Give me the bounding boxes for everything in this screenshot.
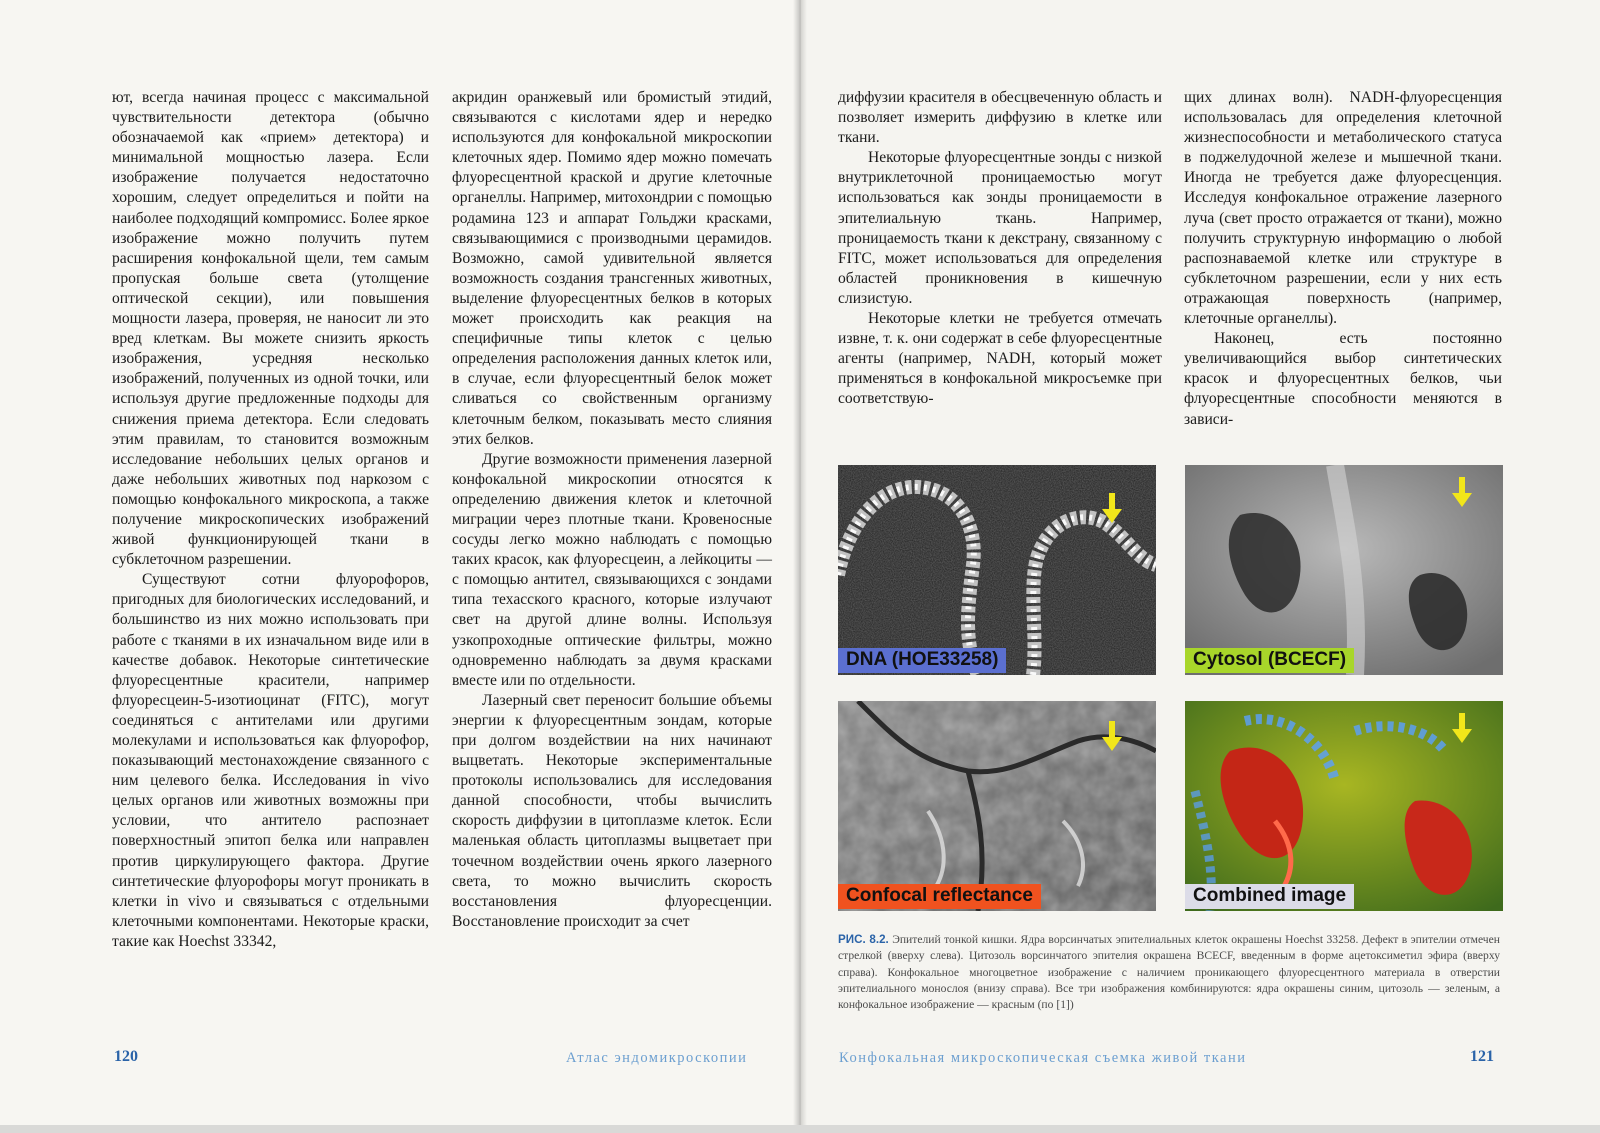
- paragraph: Некоторые клетки не требуется отмечать извне, т. к. они содержат в себе флуоресцентные агенты (например, NADH, который может применяться в конфокальной микросъемке при соответствую-: [838, 310, 1162, 408]
- panel-label-combined: Combined image: [1185, 884, 1354, 909]
- dna-micrograph: [838, 465, 1156, 675]
- text-column-3: [838, 88, 1162, 410]
- figure-panel-dna: [838, 465, 1156, 675]
- figure-caption: [838, 932, 1500, 1013]
- text-column-1: [112, 88, 429, 952]
- paragraph: Наконец, есть постоянно увеличивающийся выбор синтетических красок и флуоресцентных белков, чьи флуоресцентные способности меняются в зависи-: [1184, 330, 1502, 428]
- combined-micrograph: [1185, 701, 1503, 911]
- running-head-right: Конфокальная микроскопическая съемка живой ткани: [839, 1050, 1247, 1066]
- page-number-left: 120: [114, 1048, 138, 1065]
- paragraph: Некоторые флуоресцентные зонды с низкой внутриклеточной проницаемостью могут использоваться как зонды проницаемости в эпителиальную ткань. Например, проницаемость ткани к декстрану, связанному с FITC, может использоваться для определения областей проникновения в кишечную слизистую.: [838, 149, 1162, 307]
- figure-caption-text: Эпителий тонкой кишки. Ядра ворсинчатых эпителиальных клеток окрашены Hoechst 33258. Дефект в эпителии отмечен стрелкой (вверху слева). Цитозоль ворсинчатого эпителия окрашена BCECF, введенным в форме ацетоксиметил эфира (вверху справа). Конфокальное многоцветное изображение с наличием проникающего флуоресцентного материала в отверстии эпителиального монослоя (внизу справа). Все три изображения комбинируются: ядра окрашены синим, цитозоль — зеленым, а конфокальное изображение — красным (по [1]): [838, 933, 1500, 1012]
- text-column-2: [452, 88, 772, 932]
- paragraph: акридин оранжевый или бромистый этидий, связываются с кислотами ядер и нередко используются для конфокальной микроскопии клеточных ядер. Помимо ядер можно помечать флуоресцентной краской и другие клеточные органеллы. Например, митохондрии с помощью родамина 123 и аппарат Гольджи красками, связывающимися с производными церамидов. Возможно, самой удивительной является возможность создания трансгенных животных, выделение флуоресцентных белков в которых может происходить как реакция на специфичные типы клеток с целью определения расположения данных клеток или, в случае, если флуоресцентный белок может сливаться со свойственным организму клеточным белком, показывать место слияния этих белков.: [452, 89, 772, 448]
- page-number-right: 121: [1470, 1048, 1494, 1065]
- paragraph: Другие возможности применения лазерной конфокальной микроскопии относятся к определению движения клеток и клеточной миграции через плотные ткани. Кровеносные сосуды легко можно наблюдать с помощью таких красок, как флуоресцеин, а лейкоциты — с помощью антител, связывающихся с зондами типа техасского красного, которые излучают свет на другой длине волны. Используя узкопроходные оптические фильтры, можно одновременно наблюдать за двумя красками вместе или по отдельности.: [452, 450, 772, 689]
- figure-panel-combined: [1185, 701, 1503, 911]
- figure-caption-label: РИС. 8.2.: [838, 933, 889, 946]
- book-gutter: [793, 0, 807, 1125]
- panel-label-confocal: Confocal reflectance: [838, 884, 1041, 909]
- paragraph: Существуют сотни флуорофоров, пригодных для биологических исследований, и большинство из них можно использовать при работе с тканями в их изначальном виде или в качестве добавок. Некоторые синтетические флуоресцентные красители, например флуоресцеин-5-изотиоцинат (FITC), могут соединяться с антителами или другими молекулами и использоваться как флуорофор, показывающий местонахождение связанного с ним целевого белка. Исследования in vivo целых органов или животных возможны при условии, что антитело распознает поверхностный эпитоп белка или направлен против циркулирующего фактора. Другие синтетические флуорофоры могут проникать в клетки in vivo и связываться с отдельными клеточными компонентами. Некоторые краски, такие как Hoechst 33342,: [112, 571, 429, 950]
- confocal-micrograph: [838, 701, 1156, 911]
- panel-label-cytosol: Cytosol (BCECF): [1185, 648, 1354, 673]
- paragraph: диффузии красителя в обесцвеченную область и позволяет измерить диффузию в клетке или ткани.: [838, 89, 1162, 147]
- paragraph: щих длинах волн). NADH-флуоресценция использовалась для определения клеточной жизнеспособности и метаболического статуса в поджелудочной железе и мышечной ткани. Иногда не требуется даже флуоресценция. Исследуя конфокальное отражение лазерного луча (свет просто отражается от ткани), можно получить структурную информацию о любой распознаваемой клетке или структуре в субклеточном разрешении, если у них есть отражающая поверхность (например, клеточные органеллы).: [1184, 89, 1502, 328]
- cytosol-micrograph: [1185, 465, 1503, 675]
- panel-label-dna: DNA (HOE33258): [838, 648, 1006, 673]
- figure-panel-cytosol: [1185, 465, 1503, 675]
- paragraph: ют, всегда начиная процесс с максимальной чувствительности детектора (обычно обозначаемой как «прием» детектора) и минимальной мощностью лазера. Если изображение получается недостаточно хорошим, следует определиться и пойти на наиболее подходящий компромисс. Более яркое изображение можно получить путем расширения конфокальной щели, тем самым пропуская больше света (утолщение оптической секции), или повышения мощности лазера, проверяя, не наносит ли это вред клеткам. Вы можете снизить яркость изображения, усредняя несколько изображений, полученных из одной точки, или используя другие предложенные подходы для снижения приема детектора. Если следовать этим правилам, то становится возможным исследование небольших целых органов и даже небольших животных под наркозом с помощью конфокального микроскопа, а также получение микроскопических изображений живой функционирующей ткани в субклеточном разрешении.: [112, 89, 429, 569]
- figure-panel-confocal: [838, 701, 1156, 911]
- paragraph: Лазерный свет переносит большие объемы энергии к флуоресцентным зондам, которые при долгом воздействии на них начинают выцветать. Некоторые экспериментальные протоколы использовались для исследования данной способности, чтобы вычислить скорость диффузии в цитоплазме клеток. Если маленькая область цитоплазмы выцветает при точечном воздействии очень яркого лазерного света, то можно вычислить скорость восстановления флуоресценции. Восстановление происходит за счет: [452, 691, 772, 930]
- text-column-4: [1184, 88, 1502, 430]
- running-head-left: Атлас эндомикроскопии: [566, 1050, 748, 1066]
